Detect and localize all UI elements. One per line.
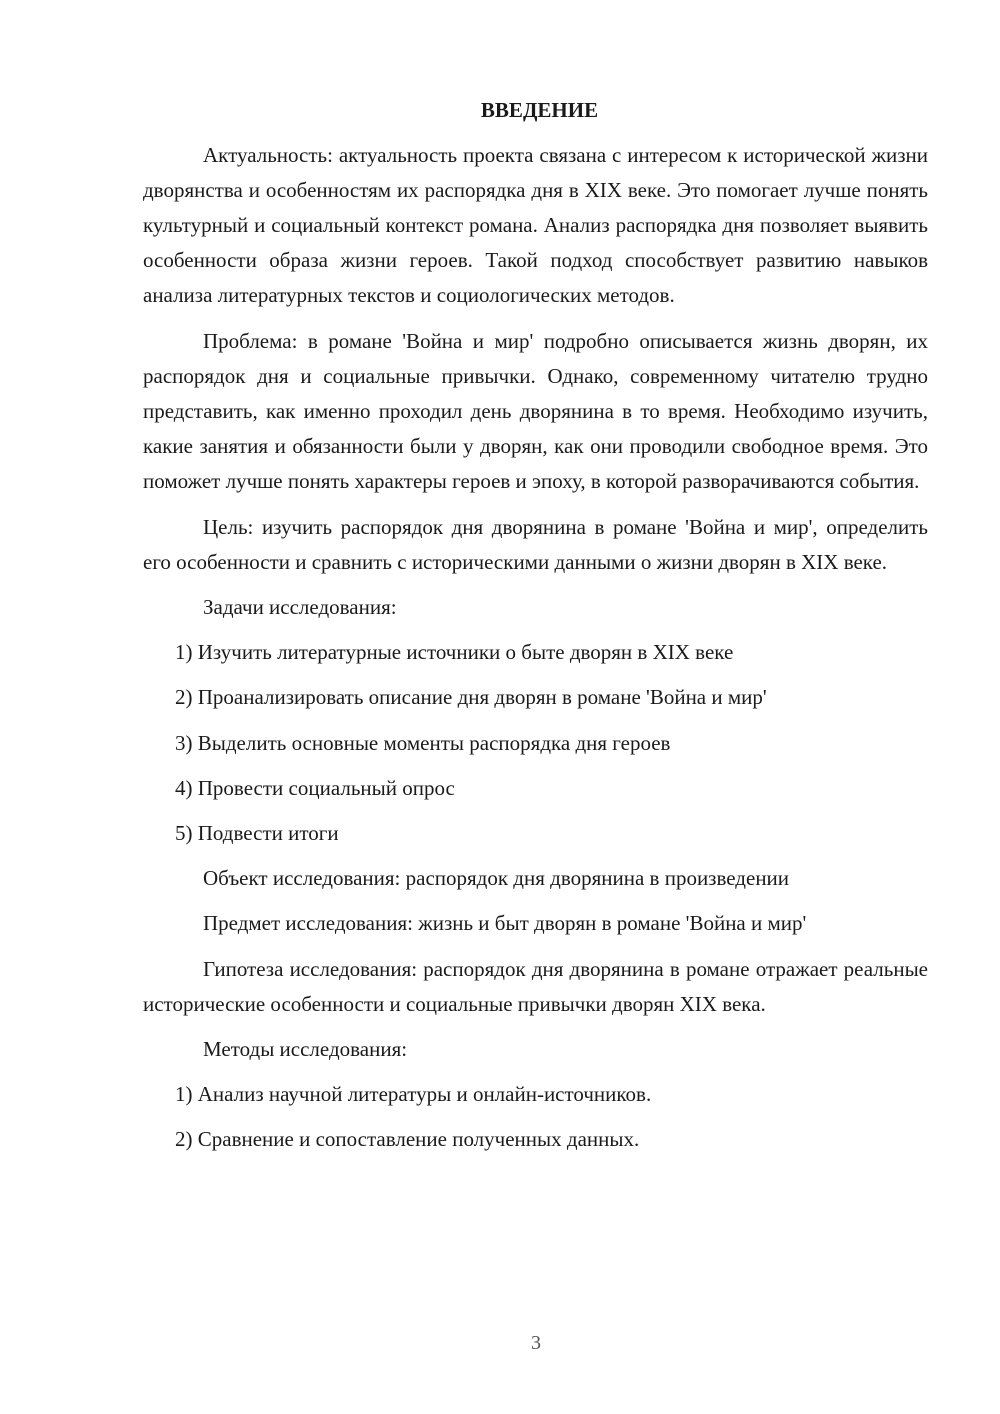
spacer bbox=[143, 1112, 928, 1122]
page-number: 3 bbox=[531, 1332, 541, 1354]
goal-paragraph: Цель: изучить распорядок дня дворянина в романе 'Война и мир', определить его особенности и сравнить с историческими данными о жизни дворян в XIX веке. bbox=[143, 514, 928, 574]
section-title: ВВЕДЕНИЕ bbox=[480, 98, 599, 122]
spacer bbox=[143, 670, 928, 680]
task-item: 4) Провести социальный опрос bbox=[175, 775, 455, 800]
spacer bbox=[143, 942, 928, 952]
spacer bbox=[143, 851, 928, 861]
spacer bbox=[143, 1022, 928, 1032]
spacer bbox=[143, 896, 928, 906]
spacer bbox=[143, 761, 928, 771]
problem-paragraph: Проблема: в романе 'Война и мир' подробно описывается жизнь дворян, их распорядок дня и социальные привычки. Однако, современному читателю трудно представить, как именно проходил день дворянина в то время. Необходимо изучить, какие занятия и обязанности были у дворян, как они проводили свободное время. Это поможет лучше понять характеры героев и эпоху, в которой разворачиваются события. bbox=[143, 328, 928, 494]
spacer bbox=[143, 806, 928, 816]
method-item: 2) Сравнение и сопоставление полученных данных. bbox=[175, 1127, 640, 1152]
spacer bbox=[143, 625, 928, 635]
relevance-paragraph: Актуальность: актуальность проекта связана с интересом к исторической жизни дворянства и особенностям их распорядка дня в XIX веке. Это помогает лучше понять культурный и социальный контекст романа. Анализ распорядка дня позволяет выявить особенности образа жизни героев. Такой подход способствует развитию навыков анализа литературных текстов и социологических методов. bbox=[143, 142, 928, 308]
hypothesis-paragraph: Гипотеза исследования: распорядок дня дворянина в романе отражает реальные исторические особенности и социальные привычки дворян XIX века. bbox=[143, 956, 928, 1016]
spacer bbox=[143, 580, 928, 590]
object-line: Объект исследования: распорядок дня дворянина в произведении bbox=[203, 866, 790, 891]
spacer bbox=[143, 716, 928, 726]
subject-line: Предмет исследования: жизнь и быт дворян в романе 'Война и мир' bbox=[203, 911, 807, 936]
method-item: 1) Анализ научной литературы и онлайн-источников. bbox=[175, 1082, 652, 1107]
task-item: 3) Выделить основные моменты распорядка дня героев bbox=[175, 730, 671, 755]
task-item: 2) Проанализировать описание дня дворян в романе 'Война и мир' bbox=[175, 685, 767, 710]
methods-heading: Методы исследования: bbox=[203, 1036, 408, 1061]
spacer bbox=[143, 128, 928, 138]
task-item: 5) Подвести итоги bbox=[175, 820, 339, 845]
spacer bbox=[143, 314, 928, 324]
page-content bbox=[143, 93, 928, 1158]
tasks-heading: Задачи исследования: bbox=[203, 594, 397, 619]
spacer bbox=[143, 500, 928, 510]
spacer bbox=[143, 1067, 928, 1077]
task-item: 1) Изучить литературные источники о быте дворян в XIX веке bbox=[175, 640, 734, 665]
